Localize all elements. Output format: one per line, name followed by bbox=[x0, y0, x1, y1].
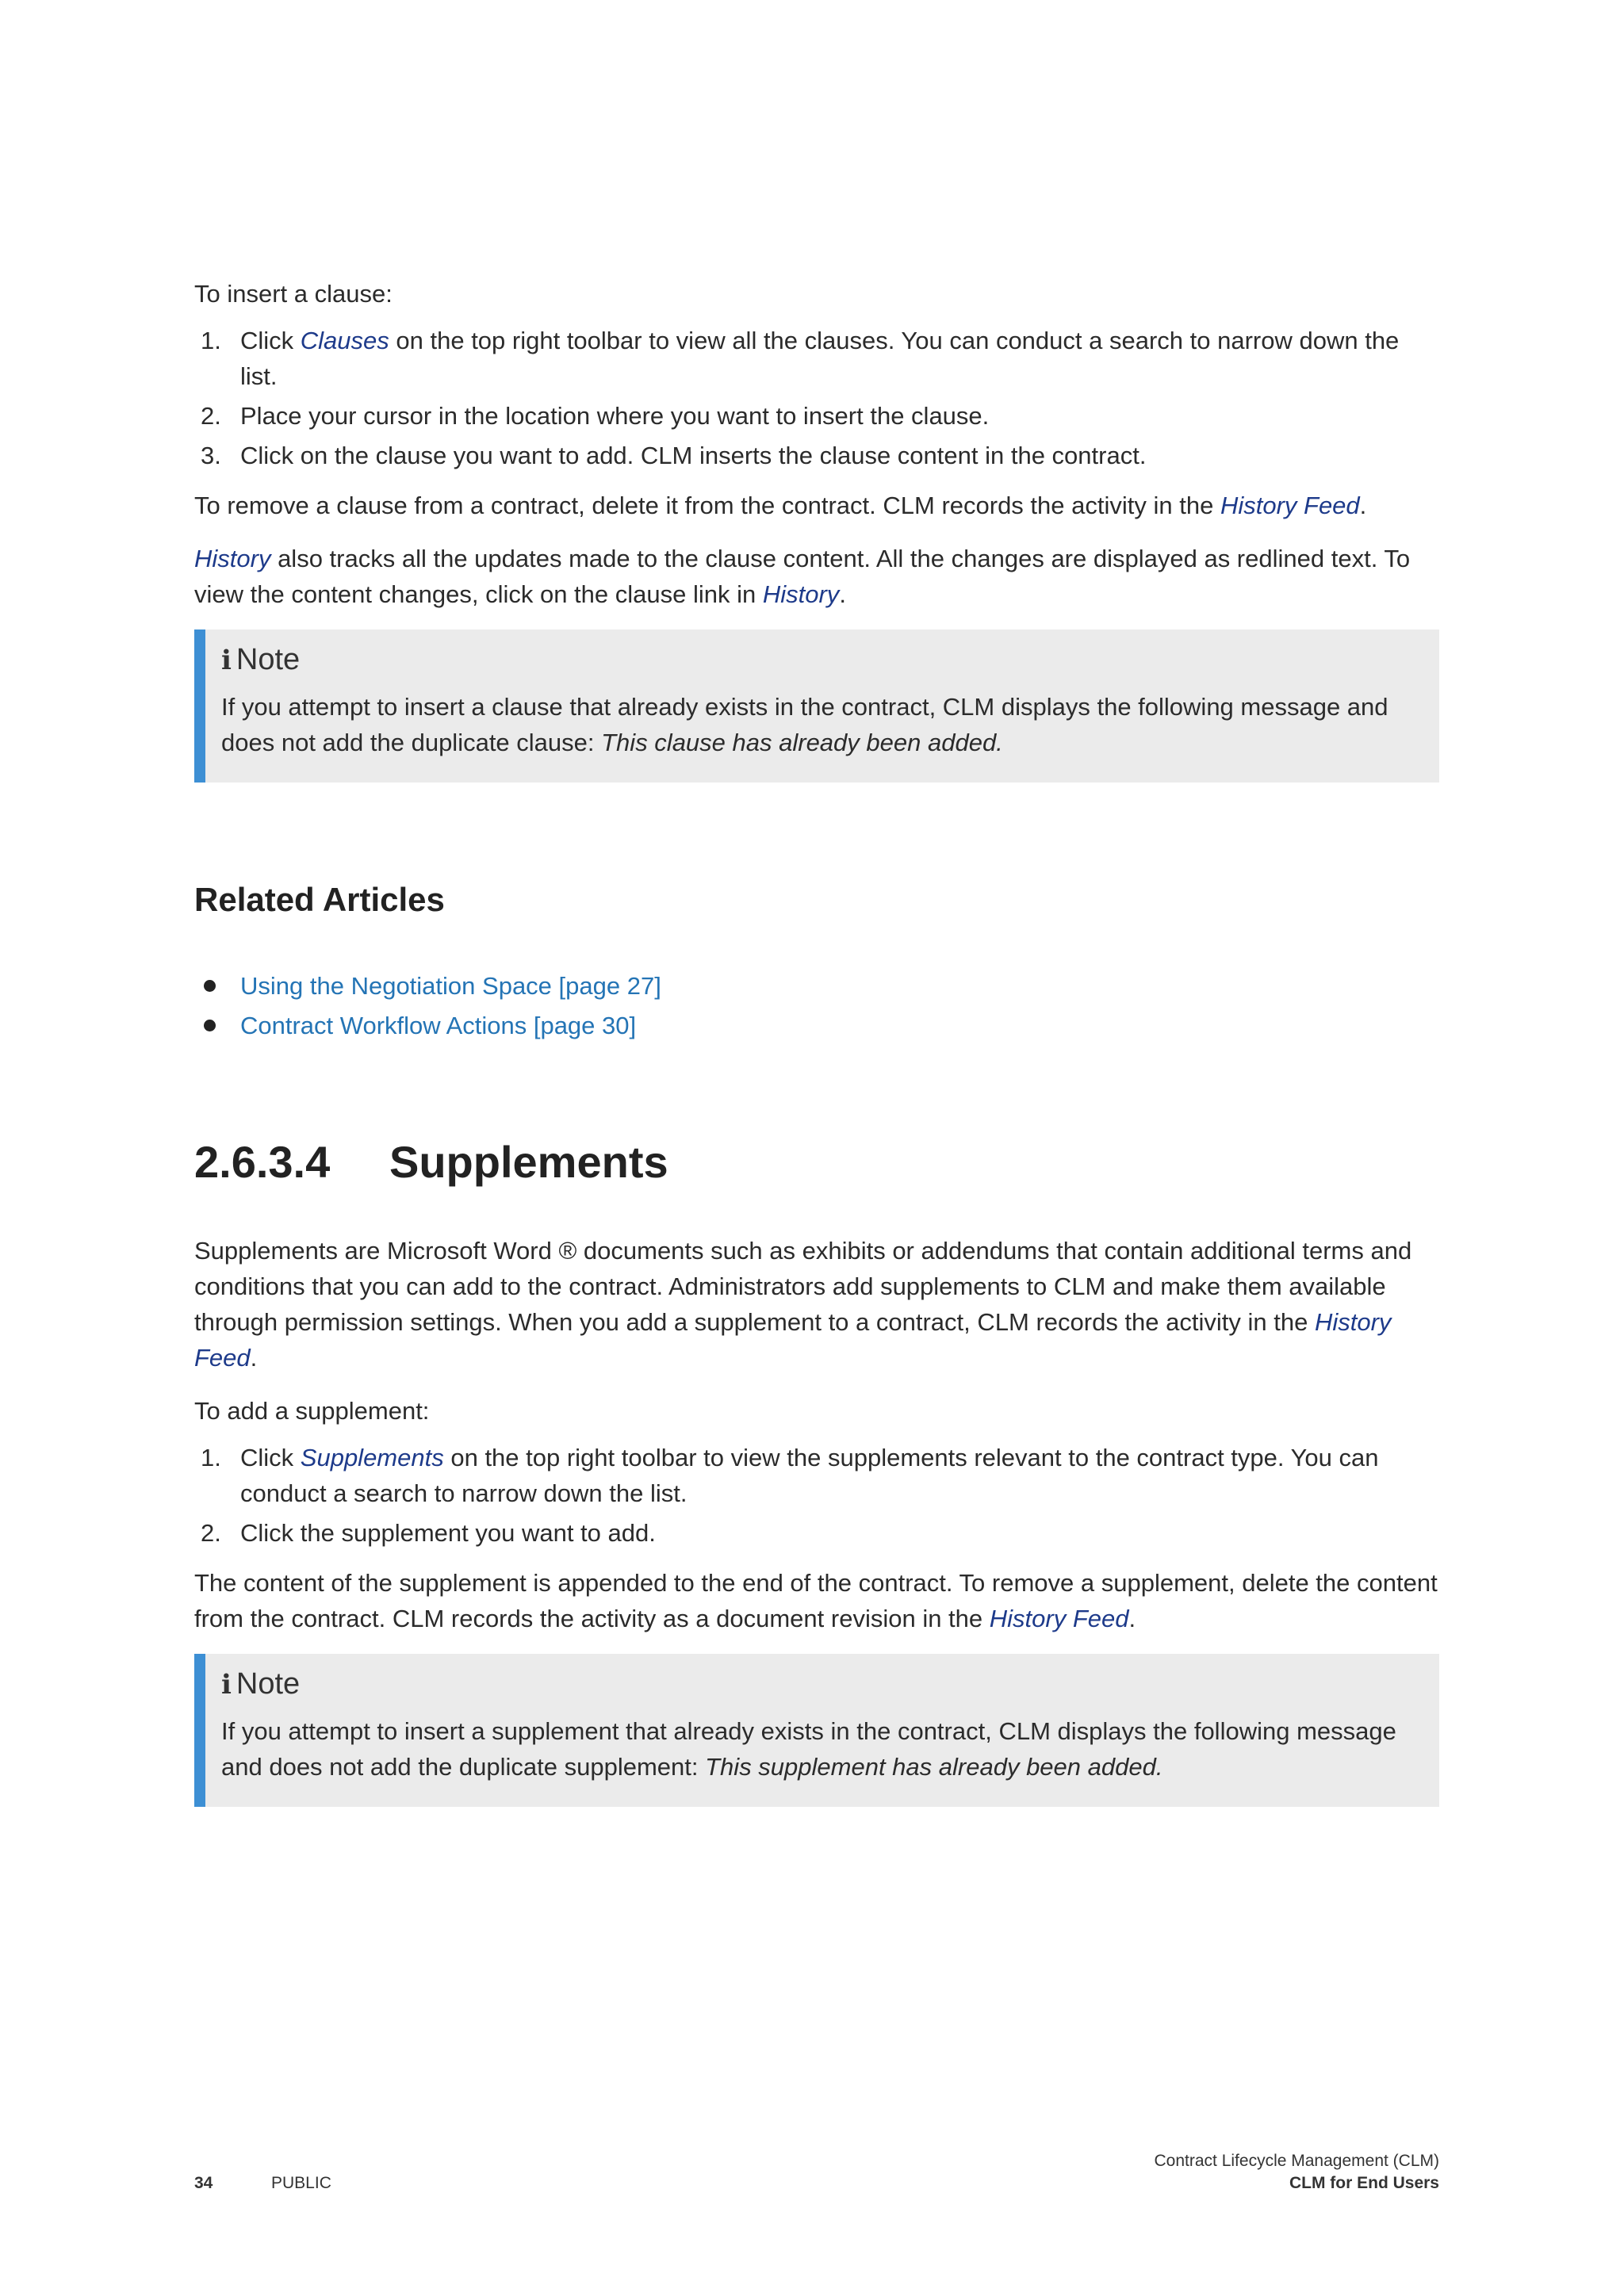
clauses-ui-term: Clauses bbox=[300, 327, 389, 354]
note-text bbox=[221, 1713, 1415, 1785]
step-text: on the top right toolbar to view the supplements relevant to the contract type. You can conduct a search to narrow down the list. bbox=[240, 1444, 1379, 1507]
supplements-heading bbox=[194, 1135, 1439, 1190]
paragraph-text: . bbox=[1359, 492, 1367, 519]
note-title: Note bbox=[236, 1667, 301, 1701]
list-item bbox=[194, 1006, 1439, 1046]
list-item bbox=[194, 1515, 1439, 1551]
supplements-intro-paragraph bbox=[194, 1233, 1439, 1376]
document-title: Contract Lifecycle Management (CLM) bbox=[1154, 2152, 1439, 2170]
step-number: 1. bbox=[201, 1444, 221, 1471]
step-number: 2. bbox=[201, 1519, 221, 1547]
remove-clause-paragraph bbox=[194, 488, 1439, 523]
section-number: 2.6.3.4 bbox=[194, 1137, 331, 1187]
step-text: Click bbox=[240, 327, 301, 354]
section-title: Supplements bbox=[389, 1137, 668, 1187]
step-text: Click bbox=[240, 1444, 301, 1471]
info-icon: i bbox=[221, 1669, 232, 1701]
paragraph-text: The content of the supplement is appended to the end of the contract. To remove a supplement, delete the content from the contract. CLM records the activity as a document revision in the bbox=[194, 1569, 1438, 1632]
page-footer bbox=[194, 2149, 1439, 2196]
bullet-icon bbox=[204, 1020, 216, 1031]
insert-clause-steps bbox=[194, 323, 1439, 473]
paragraph-text: also tracks all the updates made to the clause content. All the changes are displayed as redlined text. To view the content changes, click on the clause link in bbox=[194, 545, 1411, 608]
negotiation-space-link[interactable]: Using the Negotiation Space [page 27] bbox=[240, 972, 661, 1000]
list-item bbox=[194, 438, 1439, 473]
paragraph-text: . bbox=[1128, 1605, 1136, 1632]
page-number: 34 bbox=[194, 2174, 213, 2192]
history-feed-ui-term: History Feed bbox=[194, 1308, 1392, 1372]
document-subtitle: CLM for End Users bbox=[1289, 2174, 1439, 2192]
bullet-icon bbox=[204, 980, 216, 992]
paragraph-text: To remove a clause from a contract, delete it from the contract. CLM records the activity in the bbox=[194, 492, 1220, 519]
related-articles-heading: Related Articles bbox=[194, 881, 445, 918]
related-articles-list bbox=[194, 966, 1439, 1046]
list-item bbox=[194, 323, 1439, 394]
step-number: 2. bbox=[201, 402, 221, 430]
list-item bbox=[194, 398, 1439, 434]
info-icon: i bbox=[221, 645, 232, 676]
page-content bbox=[194, 276, 1439, 1807]
history-paragraph bbox=[194, 541, 1439, 612]
add-supplement-steps bbox=[194, 1440, 1439, 1551]
note-body: If you attempt to insert a clause that already exists in the contract, CLM displays the following message and does not add the duplicate clause: bbox=[221, 693, 1388, 756]
paragraph-text: Supplements are Microsoft Word ® documents such as exhibits or addendums that contain additional terms and conditions that you can add to the contract. Administrators add supplements to CLM and make them available through permission settings. When you add a supplement to a contract, CLM records the activity in the bbox=[194, 1237, 1412, 1336]
note-heading bbox=[221, 637, 1415, 683]
note-message: This clause has already been added. bbox=[601, 729, 1003, 756]
clause-note-box bbox=[194, 629, 1439, 783]
supplements-ui-term: Supplements bbox=[300, 1444, 444, 1471]
insert-clause-intro: To insert a clause: bbox=[194, 280, 393, 308]
step-number: 3. bbox=[201, 442, 221, 469]
history-feed-ui-term: History Feed bbox=[1220, 492, 1360, 519]
history-ui-term: History bbox=[194, 545, 271, 572]
list-item bbox=[194, 1440, 1439, 1511]
list-item bbox=[194, 966, 1439, 1006]
add-supplement-intro: To add a supplement: bbox=[194, 1397, 430, 1425]
workflow-actions-link[interactable]: Contract Workflow Actions [page 30] bbox=[240, 1012, 637, 1039]
step-text: Click the supplement you want to add. bbox=[240, 1519, 656, 1547]
note-body: If you attempt to insert a supplement that already exists in the contract, CLM displays the following message and does not add the duplicate supplement: bbox=[221, 1717, 1396, 1781]
note-text bbox=[221, 689, 1415, 760]
paragraph-text: . bbox=[250, 1344, 258, 1372]
step-text: on the top right toolbar to view all the clauses. You can conduct a search to narrow down the list. bbox=[240, 327, 1400, 390]
history-ui-term: History bbox=[762, 580, 840, 608]
step-text: Click on the clause you want to add. CLM inserts the clause content in the contract. bbox=[240, 442, 1147, 469]
note-message: This supplement has already been added. bbox=[705, 1753, 1163, 1781]
note-title: Note bbox=[236, 643, 301, 676]
supplement-note-box bbox=[194, 1654, 1439, 1807]
classification-label: PUBLIC bbox=[271, 2174, 331, 2192]
append-supplement-paragraph bbox=[194, 1565, 1439, 1636]
note-heading bbox=[221, 1662, 1415, 1707]
paragraph-text: . bbox=[839, 580, 846, 608]
step-text: Place your cursor in the location where you want to insert the clause. bbox=[240, 402, 990, 430]
history-feed-ui-term: History Feed bbox=[989, 1605, 1129, 1632]
step-number: 1. bbox=[201, 327, 221, 354]
